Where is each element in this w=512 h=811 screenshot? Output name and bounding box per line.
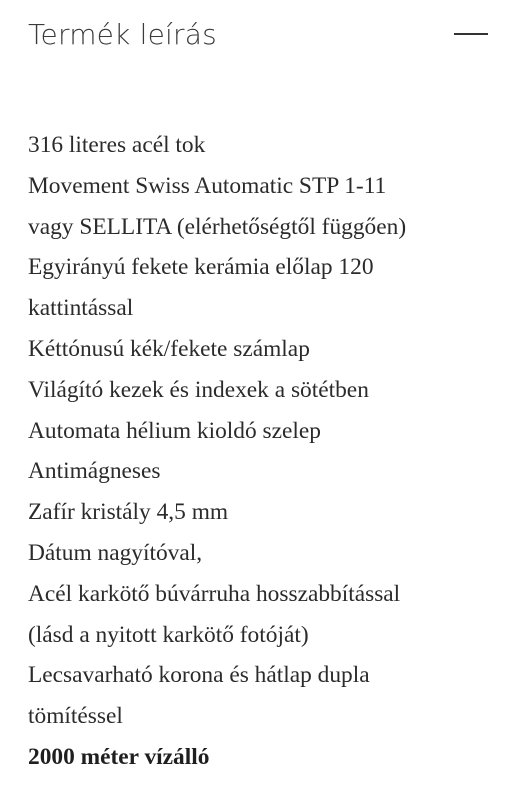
minus-icon[interactable] bbox=[452, 22, 488, 46]
description-line: Egyirányú fekete kerámia előlap 120 bbox=[28, 254, 374, 281]
description-line: Lecsavarható korona és hátlap dupla bbox=[28, 662, 370, 689]
description-line: Movement Swiss Automatic STP 1-11 bbox=[28, 172, 387, 199]
description-line: 316 literes acél tok bbox=[28, 132, 206, 158]
description-body bbox=[28, 125, 494, 778]
minus-icon-bar bbox=[454, 33, 488, 35]
description-line: Antimágneses bbox=[28, 458, 161, 485]
description-line: (lásd a nyitott karkötő fotóját) bbox=[28, 621, 309, 648]
description-line: tömítéssel bbox=[28, 703, 123, 730]
accordion-header[interactable] bbox=[28, 10, 488, 58]
water-resistance-highlight: 2000 méter vízálló bbox=[28, 743, 210, 770]
description-line: Kéttónusú kék/fekete számlap bbox=[28, 335, 310, 362]
description-line: Világító kezek és indexek a sötétben bbox=[28, 376, 369, 403]
description-line: Zafír kristály 4,5 mm bbox=[28, 499, 229, 526]
description-line: Acél karkötő búvárruha hosszabbítással bbox=[28, 580, 401, 607]
description-line: kattintással bbox=[28, 295, 134, 322]
description-line: Dátum nagyítóval, bbox=[28, 539, 203, 566]
accordion-title: Termék leírás bbox=[28, 17, 217, 51]
description-line: vagy SELLITA (elérhetőségtől függően) bbox=[28, 213, 407, 240]
description-line: Automata hélium kioldó szelep bbox=[28, 417, 321, 444]
